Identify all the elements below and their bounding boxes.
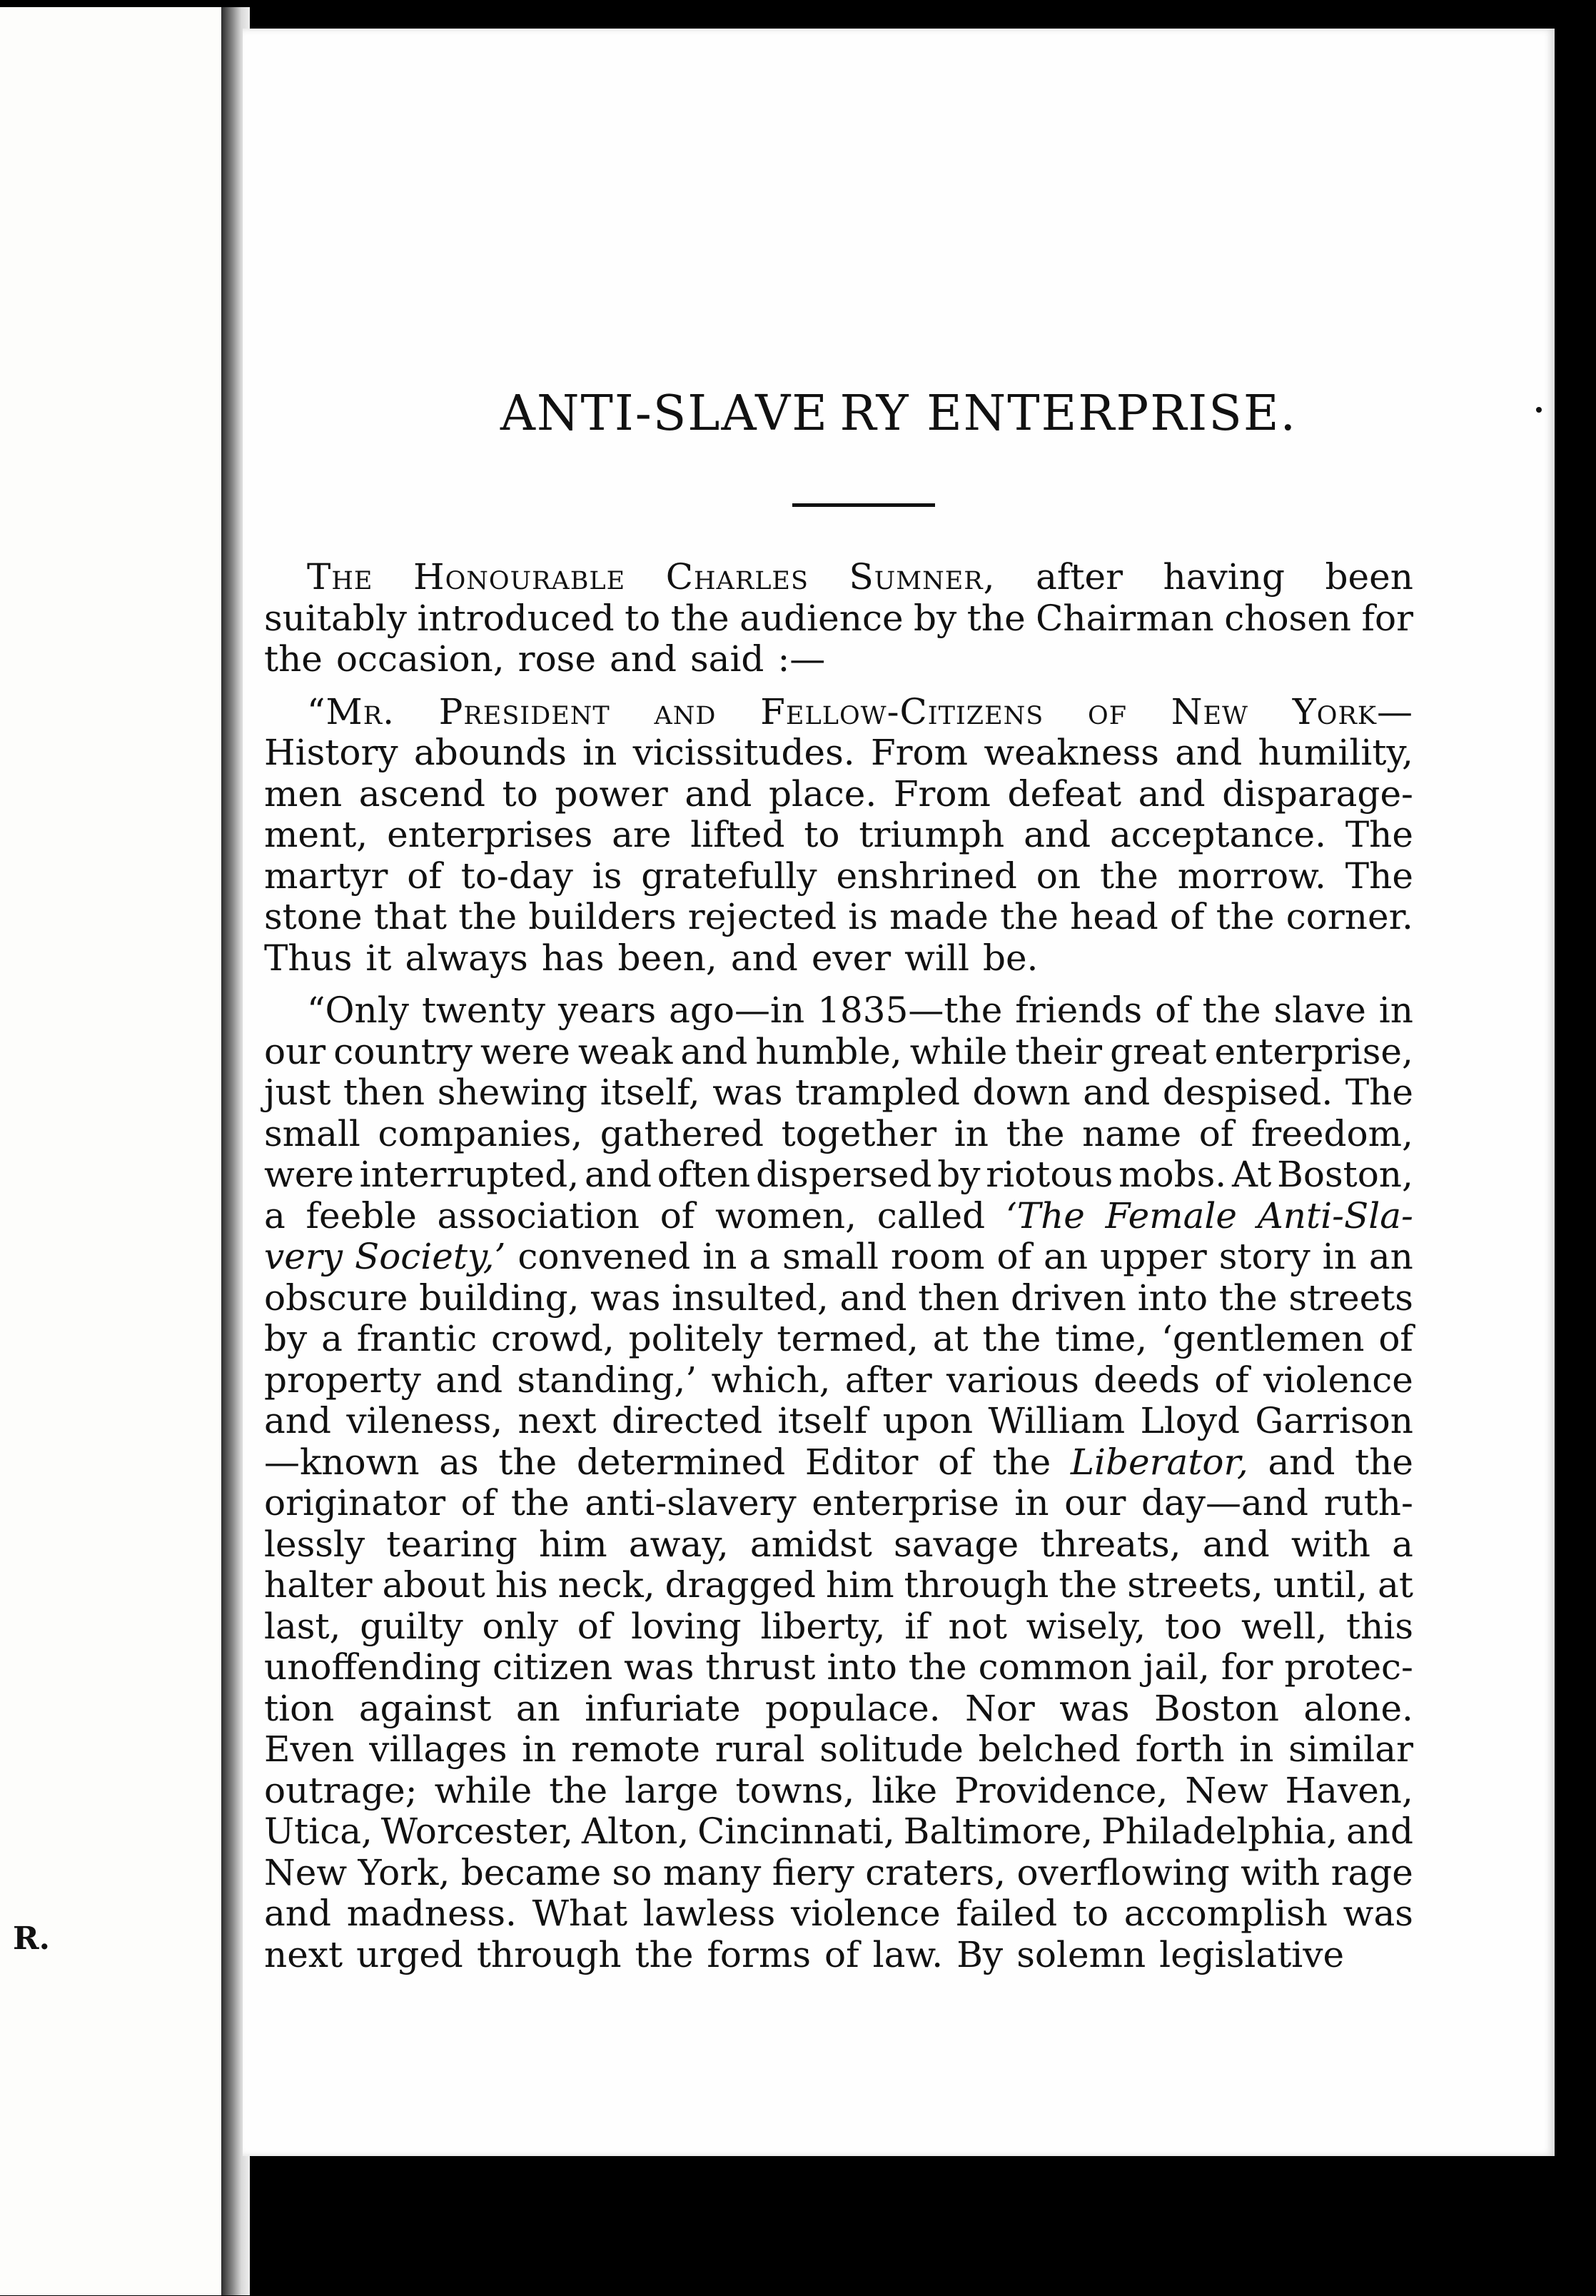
paragraph (264, 557, 1413, 680)
left-page-edge (0, 7, 227, 2295)
text-line: unoffending citizen was thrust into the common jail, for protec- (264, 1646, 1413, 1688)
text-line: very Society,’ convened in a small room of an upper story in an (264, 1236, 1413, 1277)
title-rule (792, 503, 935, 507)
text-line: the occasion, rose and said :— (264, 638, 826, 680)
paragraph (264, 990, 1413, 1975)
text-line: suitably introduced to the audience by the Chairman chosen for (264, 597, 1413, 639)
page-speck (1536, 407, 1542, 413)
text-line: were interrupted, and often dispersed by riotous mobs. At Boston, (264, 1154, 1413, 1195)
text-line: “Only twenty years ago—in 1835—the friends of the slave in (307, 990, 1413, 1031)
text-line: a feeble association of women, called ‘The Female Anti-Sla- (264, 1194, 1413, 1237)
text-line: martyr of to-day is gratefully enshrined on the morrow. The (264, 855, 1413, 897)
text-line: “Mr. President and Fellow-Citizens of New York— (307, 690, 1413, 732)
paragraph (264, 692, 1413, 980)
text-line: and vileness, next directed itself upon William Lloyd Garrison (264, 1400, 1413, 1441)
text-line: small companies, gathered together in the name of freedom, (264, 1112, 1413, 1154)
text-line: our country were weak and humble, while their great enterprise, (264, 1030, 1413, 1072)
text-line: next urged through the forms of law. By solemn legislative (264, 1933, 1345, 1975)
text-line: New York, became so many fiery craters, overflowing with rage (264, 1851, 1413, 1893)
text-line: last, guilty only of loving liberty, if not wisely, too well, this (264, 1605, 1413, 1647)
text-line: outrage; while the large towns, like Providence, New Haven, (264, 1769, 1413, 1811)
text-line: obscure building, was insulted, and then driven into the streets (264, 1277, 1413, 1319)
text-line: men ascend to power and place. From defeat and disparage- (264, 772, 1413, 815)
text-line: ment, enterprises are lifted to triumph and acceptance. The (264, 814, 1413, 855)
text-line: originator of the anti-slavery enterprise in our day—and ruth- (264, 1482, 1413, 1524)
text-line: Utica, Worcester, Alton, Cincinnati, Baltimore, Philadelphia, and (264, 1811, 1413, 1852)
text-line: lessly tearing him away, amidst savage threats, and with a (264, 1523, 1413, 1565)
left-page-mark: R. (13, 1920, 50, 1957)
text-line: Even villages in remote rural solitude belched forth in similar (264, 1728, 1413, 1770)
body-text (264, 557, 1413, 1987)
text-line: halter about his neck, dragged him through the streets, until, at (264, 1564, 1413, 1606)
text-line: Thus it always has been, and ever will be. (264, 937, 1039, 979)
text-line: tion against an infuriate populace. Nor was Boston alone. (264, 1687, 1413, 1729)
text-line: by a frantic crowd, politely termed, at the time, ‘gentlemen of (264, 1318, 1413, 1359)
text-line: The Honourable Charles Sumner, after having been (307, 556, 1413, 598)
text-line: stone that the builders rejected is made the head of the corner. (264, 896, 1413, 937)
text-line: property and standing,’ which, after various deeds of violence (264, 1359, 1413, 1401)
page-title: ANTI-SLAVE RY ENTERPRISE. (500, 386, 1298, 442)
text-line: and madness. What lawless violence failed to accomplish was (264, 1893, 1413, 1934)
text-line: History abounds in vicissitudes. From weakness and humility, (264, 732, 1413, 773)
text-line: just then shewing itself, was trampled down and despised. The (264, 1072, 1413, 1113)
text-line: —known as the determined Editor of the Liberator, and the (264, 1441, 1413, 1483)
